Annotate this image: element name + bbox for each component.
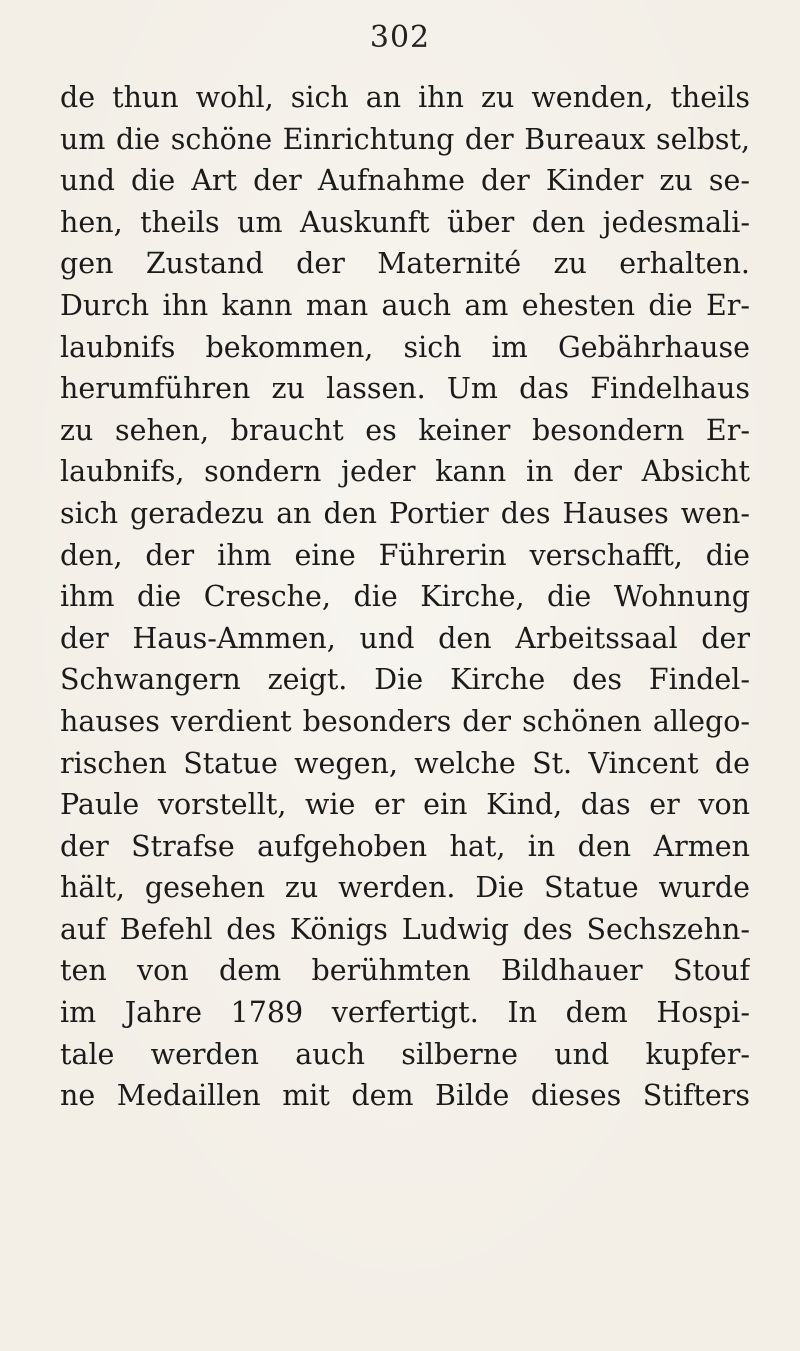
- text-line: und die Art der Aufnahme der Kinder zu se-: [60, 164, 750, 198]
- body-text: [60, 77, 750, 1117]
- text-line: tale werden auch silberne und kupfer-: [60, 1037, 750, 1071]
- text-line: hauses verdient besonders der schönen allego-: [60, 704, 750, 738]
- text-line: um die schöne Einrichtung der Bureaux selbst,: [60, 122, 750, 156]
- text-line: ten von dem berühmten Bildhauer Stouf: [60, 954, 750, 988]
- text-line: auf Befehl des Königs Ludwig des Sechszehn-: [60, 912, 750, 946]
- text-line: herumführen zu lassen. Um das Findelhaus: [60, 372, 750, 406]
- text-line: ihm die Cresche, die Kirche, die Wohnung: [60, 580, 750, 614]
- text-line: Paule vorstellt, wie er ein Kind, das er von: [60, 788, 750, 822]
- text-line: rischen Statue wegen, welche St. Vincent de: [60, 746, 750, 780]
- text-line: den, der ihm eine Führerin verschafft, die: [60, 538, 750, 572]
- text-line: sich geradezu an den Portier des Hauses wen-: [60, 496, 750, 530]
- text-line: laubnifs, sondern jeder kann in der Absicht: [60, 455, 750, 489]
- page-number: 302: [369, 20, 431, 55]
- text-line: zu sehen, braucht es keiner besondern Er-: [60, 413, 750, 447]
- text-line: der Strafse aufgehoben hat, in den Armen: [60, 829, 750, 863]
- text-line: hen, theils um Auskunft über den jedesmali-: [60, 205, 750, 239]
- text-line: der Haus-Ammen, und den Arbeitssaal der: [60, 621, 750, 655]
- text-line: im Jahre 1789 verfertigt. In dem Hospi-: [60, 996, 750, 1030]
- text-line: gen Zustand der Maternité zu erhalten.: [60, 247, 750, 281]
- text-line: laubnifs bekommen, sich im Gebährhause: [60, 330, 750, 364]
- text-line: de thun wohl, sich an ihn zu wenden, theils: [60, 81, 750, 114]
- text-line: hält, gesehen zu werden. Die Statue wurde: [60, 871, 750, 905]
- text-line: Schwangern zeigt. Die Kirche des Findel-: [60, 663, 750, 697]
- text-line: Durch ihn kann man auch am ehesten die Er-: [60, 288, 750, 322]
- text-line: ne Medaillen mit dem Bilde dieses Stifters: [60, 1079, 750, 1113]
